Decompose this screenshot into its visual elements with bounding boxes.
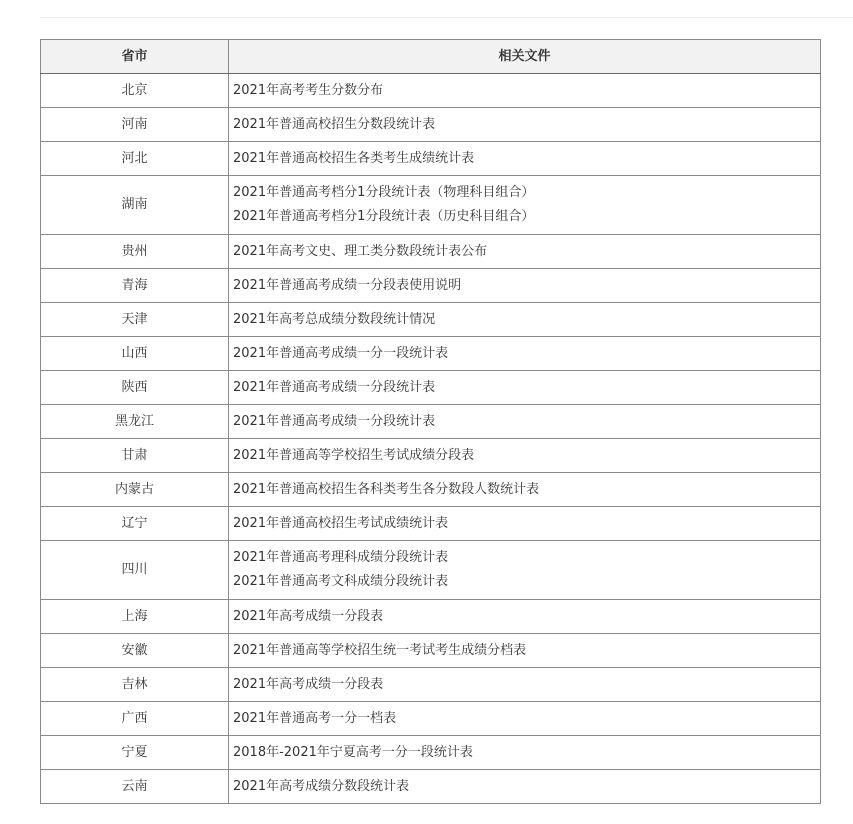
province-cell: 山西 [41, 337, 229, 371]
file-name: 2018年-2021年宁夏高考一分一段统计表 [233, 744, 473, 760]
files-cell [229, 439, 821, 473]
file-name: 2021年普通高校招生各类考生成绩统计表 [233, 150, 475, 166]
province-cell: 陕西 [41, 371, 229, 405]
files-cell [229, 235, 821, 269]
files-cell [229, 634, 821, 668]
province-cell: 天津 [41, 303, 229, 337]
files-cell [229, 176, 821, 235]
province-cell: 四川 [41, 541, 229, 600]
province-cell: 甘肃 [41, 439, 229, 473]
table-row [41, 235, 821, 269]
file-name: 2021年普通高考成绩一分段表使用说明 [233, 277, 462, 293]
province-cell: 河北 [41, 142, 229, 176]
province-cell: 广西 [41, 702, 229, 736]
file-name: 2021年高考文史、理工类分数段统计表公布 [233, 243, 488, 259]
files-cell [229, 600, 821, 634]
file-name: 2021年普通高考文科成绩分段统计表 [233, 574, 449, 589]
table-row [41, 269, 821, 303]
files-cell [229, 108, 821, 142]
province-cell: 云南 [41, 770, 229, 804]
top-divider [40, 17, 853, 18]
province-cell: 黑龙江 [41, 405, 229, 439]
file-name: 2021年普通高考档分1分段统计表（历史科目组合） [233, 209, 535, 224]
files-cell [229, 142, 821, 176]
table-row [41, 507, 821, 541]
files-cell [229, 770, 821, 804]
file-name: 2021年高考总成绩分数段统计情况 [233, 311, 436, 327]
file-name: 2021年普通高校招生考试成绩统计表 [233, 515, 449, 531]
province-cell: 吉林 [41, 668, 229, 702]
file-name: 2021年高考成绩一分段表 [233, 676, 384, 692]
table-row [41, 142, 821, 176]
header-province: 省市 [41, 40, 229, 74]
files-cell [229, 668, 821, 702]
files-cell [229, 473, 821, 507]
province-cell: 上海 [41, 600, 229, 634]
file-name: 2021年普通高校招生分数段统计表 [233, 116, 436, 132]
file-name: 2021年普通高考成绩一分段统计表 [233, 413, 436, 429]
file-name: 2021年普通高考成绩一分段统计表 [233, 379, 436, 395]
files-cell [229, 269, 821, 303]
table-row [41, 668, 821, 702]
file-name: 2021年普通高考档分1分段统计表（物理科目组合） [233, 185, 535, 200]
province-cell: 辽宁 [41, 507, 229, 541]
files-cell [229, 702, 821, 736]
table-row [41, 303, 821, 337]
province-cell: 宁夏 [41, 736, 229, 770]
file-name: 2021年普通高校招生各科类考生各分数段人数统计表 [233, 481, 540, 497]
table-row [41, 770, 821, 804]
files-cell [229, 371, 821, 405]
table-row [41, 736, 821, 770]
file-name: 2021年普通高考一分一档表 [233, 710, 397, 726]
province-cell: 青海 [41, 269, 229, 303]
files-cell [229, 337, 821, 371]
file-name: 2021年普通高考成绩一分一段统计表 [233, 345, 449, 361]
files-cell [229, 74, 821, 108]
table-row [41, 405, 821, 439]
file-name: 2021年高考成绩分数段统计表 [233, 778, 410, 794]
province-cell: 河南 [41, 108, 229, 142]
table-row [41, 337, 821, 371]
table-header-row [41, 40, 821, 74]
province-cell: 北京 [41, 74, 229, 108]
file-table [40, 39, 821, 804]
table-row [41, 473, 821, 507]
files-cell [229, 736, 821, 770]
table-row [41, 176, 821, 235]
province-cell: 安徽 [41, 634, 229, 668]
files-cell [229, 507, 821, 541]
file-name: 2021年高考成绩一分段表 [233, 608, 384, 624]
table-row [41, 600, 821, 634]
table-row [41, 634, 821, 668]
table-row [41, 108, 821, 142]
file-name: 2021年高考考生分数分布 [233, 82, 384, 98]
table-row [41, 439, 821, 473]
files-cell [229, 303, 821, 337]
table-row [41, 541, 821, 600]
province-cell: 内蒙古 [41, 473, 229, 507]
table-row [41, 702, 821, 736]
province-cell: 贵州 [41, 235, 229, 269]
file-name: 2021年普通高等学校招生统一考试考生成绩分档表 [233, 642, 527, 658]
table-row [41, 74, 821, 108]
table-row [41, 371, 821, 405]
file-name: 2021年普通高考理科成绩分段统计表 [233, 550, 449, 565]
header-files: 相关文件 [229, 40, 821, 74]
file-name: 2021年普通高等学校招生考试成绩分段表 [233, 447, 475, 463]
files-cell [229, 405, 821, 439]
province-cell: 湖南 [41, 176, 229, 235]
files-cell [229, 541, 821, 600]
